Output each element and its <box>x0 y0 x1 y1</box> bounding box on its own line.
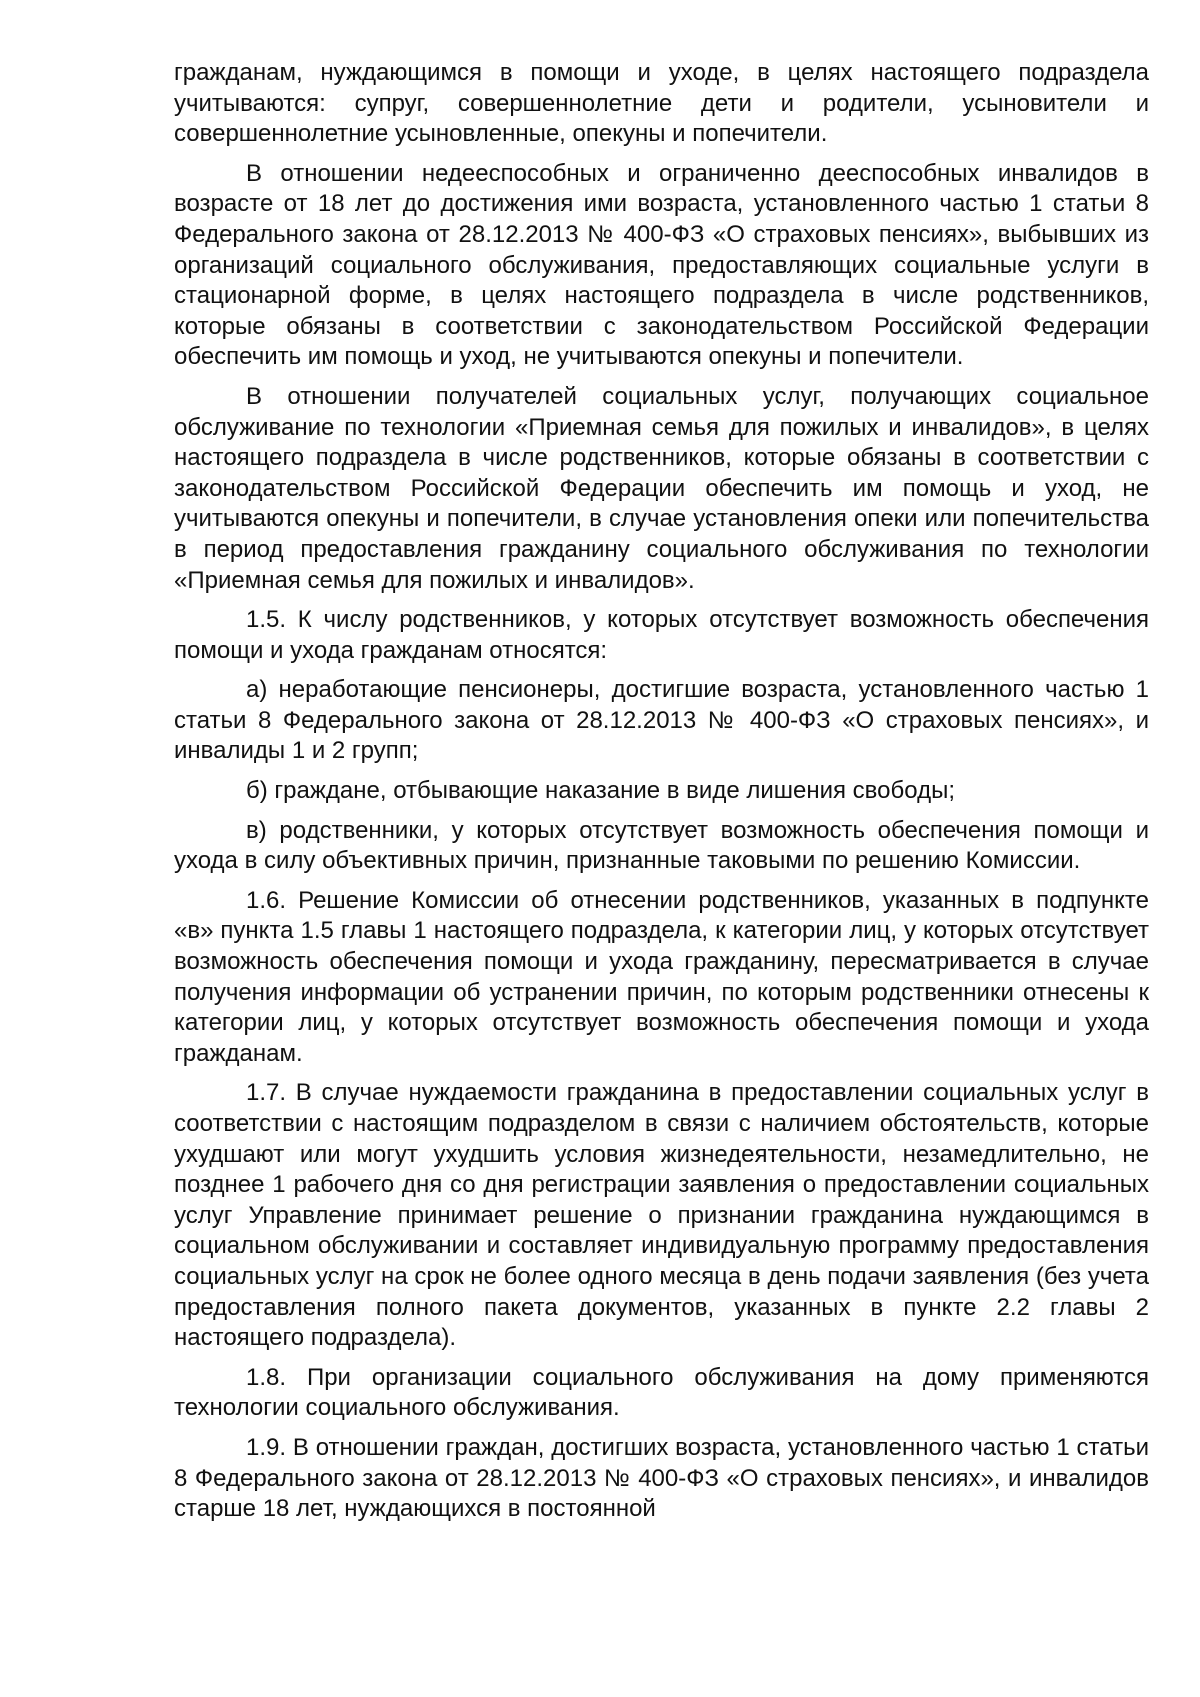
paragraph-1-8: 1.8. При организации социального обслуживания на дому применяются технологии социального обслуживания. <box>174 1363 1149 1422</box>
paragraph-1-7: 1.7. В случае нуждаемости гражданина в предоставлении социальных услуг в соответствии с настоящим подразделом в связи с наличием обстоятельств, которые ухудшают или могут ухудшить условия жизнедеятельности, незамедлительно, не позднее 1 рабочего дня со дня регистрации заявления о предоставлении социальных услуг Управление принимает решение о признании гражданина нуждающимся в социальном обслуживании и составляет индивидуальную программу предоставления социальных услуг на срок не более одного месяца в день подачи заявления (без учета предоставления полного пакета документов, указанных в пункте 2.2 главы 2 настоящего подраздела). <box>174 1079 1149 1352</box>
paragraph-1-5: 1.5. К числу родственников, у которых отсутствует возможность обеспечения помощи и ухода гражданам относятся: <box>174 606 1149 664</box>
paragraph-incapacitated-disabled: В отношении недееспособных и ограниченно дееспособных инвалидов в возрасте от 18 лет до достижения ими возраста, установленного частью 1 статьи 8 Федерального закона от 28.12.2013 № 400-ФЗ «О страховых пенсиях», выбывших из организаций социального обслуживания, предоставляющих социальные услуги в стационарной форме, в целях настоящего подраздела в числе родственников, которые обязаны в соответствии с законодательством Российской Федерации обеспечить им помощь и уход, не учитываются опекуны и попечители. <box>174 159 1149 371</box>
paragraph-foster-family: В отношении получателей социальных услуг, получающих социальное обслуживание по технологии «Приемная семья для пожилых и инвалидов», в целях настоящего подраздела в числе родственников, которые обязаны в соответствии с законодательством Российской Федерации обеспечить им помощь и уход, не учитываются опекуны и попечители, в случае установления опеки или попечительства в период предоставления гражданину социального обслуживания по технологии «Приемная семья для пожилых и инвалидов». <box>174 382 1149 594</box>
paragraph-continuation: гражданам, нуждающимся в помощи и уходе, в целях настоящего подраздела учитываются: супруг, совершеннолетние дети и родители, усыновители и совершеннолетние усыновленные, опекуны и попечители. <box>174 59 1149 148</box>
subparagraph-v: в) родственники, у которых отсутствует возможность обеспечения помощи и ухода в силу объективных причин, признанные таковыми по решению Комиссии. <box>174 816 1149 875</box>
paragraph-1-9: 1.9. В отношении граждан, достигших возраста, установленного частью 1 статьи 8 Федерального закона от 28.12.2013 № 400-ФЗ «О страховых пенсиях», и инвалидов старше 18 лет, нуждающихся в постоянной <box>174 1433 1149 1523</box>
document-page <box>174 58 1149 1678</box>
subparagraph-b: б) граждане, отбывающие наказание в виде лишения свободы; <box>246 777 955 805</box>
paragraph-1-6: 1.6. Решение Комиссии об отнесении родственников, указанных в подпункте «в» пункта 1.5 главы 1 настоящего подраздела, к категории лиц, у которых отсутствует возможность обеспечения помощи и ухода гражданину, пересматривается в случае получения информации об устранении причин, по которым родственники отнесены к категории лиц, у которых отсутствует возможность обеспечения помощи и ухода гражданам. <box>174 886 1149 1067</box>
subparagraph-a: а) неработающие пенсионеры, достигшие возраста, установленного частью 1 статьи 8 Федерального закона от 28.12.2013 № 400-ФЗ «О страховых пенсиях», и инвалиды 1 и 2 групп; <box>174 676 1149 765</box>
